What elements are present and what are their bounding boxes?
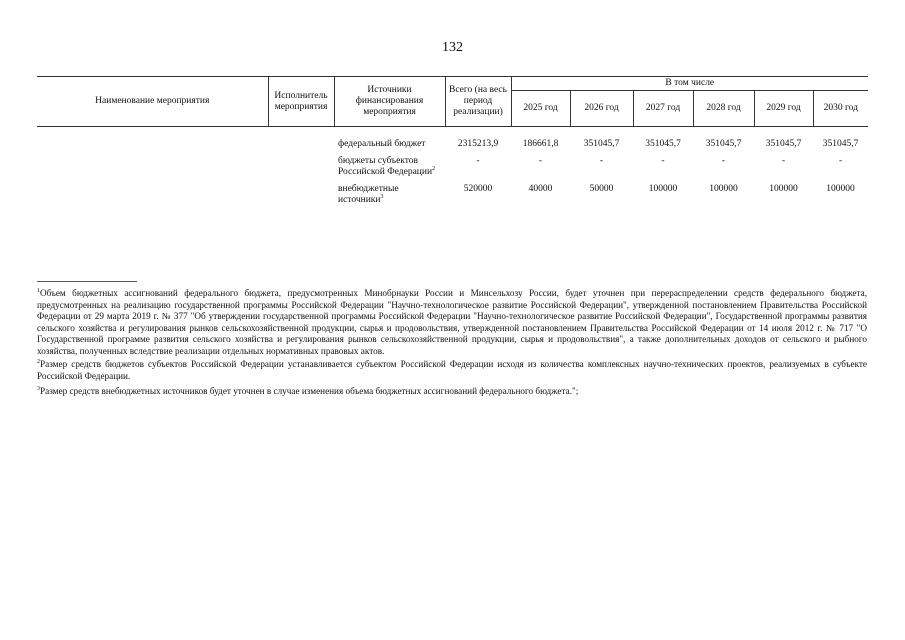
value-cell: 351045,7 xyxy=(822,139,859,149)
value-cell: 100000 xyxy=(648,184,678,194)
table-row xyxy=(37,127,868,154)
value-cell: 100000 xyxy=(709,184,738,194)
header-name: Наименование мероприятия xyxy=(37,77,268,127)
footnote-divider xyxy=(37,281,137,282)
header-including: В том числе xyxy=(511,77,868,91)
total-cell: 2315213,9 xyxy=(457,139,499,149)
footnotes xyxy=(37,288,867,400)
value-cell: 351045,7 xyxy=(583,139,620,149)
page-number: 132 xyxy=(442,40,463,55)
footnote-2: $^2$Размер средств бюджетов субъектов Российской Федерации устанавливается субъектом Российской Федерации исходя из количества комплексных научно-технических проектов, реализуемых в субъекте Российской Федерации. xyxy=(37,358,867,381)
value-cell: 351045,7 xyxy=(705,139,742,149)
header-year-2025: 2025 год xyxy=(511,91,570,127)
footnote-1: $^1$Объем бюджетных ассигнований федерального бюджета, предусмотренных Минобрнауки России и Минсельхозу России, будет уточнен при перераспределении средств федерального бюджета, предусмотренных на реализацию государственной программы Российской Федерации "Научно-технологическое развитие Российской Федерации", утвержденной постановлением Правительства Российской Федерации от 29 марта 2019 г. № 377 "Об утверждении государственной программы Российской Федерации "Научно-технологическое развитие Российской Федерации", Государственной программы развития сельского хозяйства и регулирования рынков сельскохозяйственной продукции, сырья и продовольствия, утвержденной постановлением Правительства Российской Федерации от 14 июля 2012 г. № 717 "О Государственной программе развития сельского хозяйства и регулирования рынков сельскохозяйственной продукции, сырья и продовольствия", а также дополнительных доходов от сельского и рыбного хозяйства, полученных вследствие реализации отдельных нормативных правовых актов. xyxy=(37,287,867,356)
source-regional-budgets: бюджеты субъектов Российской Федерации$^2$ xyxy=(338,156,436,177)
footnote-3: $^3$Размер средств внебюджетных источников будет уточнен в случае изменения объема бюджетных ассигнований федерального бюджета."; xyxy=(37,385,579,396)
header-year-2029: 2029 год xyxy=(754,91,813,127)
header-year-2030: 2030 год xyxy=(813,91,868,127)
table-row xyxy=(37,153,868,181)
header-executor: Исполнитель мероприятия xyxy=(268,77,334,127)
value-cell: - xyxy=(661,156,665,166)
footnote-ref: 3 xyxy=(380,193,384,200)
value-cell: - xyxy=(781,156,786,166)
financing-table xyxy=(37,76,868,209)
value-cell: 351045,7 xyxy=(765,139,802,149)
value-cell: 40000 xyxy=(528,184,553,194)
value-cell: 351045,7 xyxy=(645,139,681,149)
source-federal-budget: федеральный бюджет xyxy=(338,139,426,149)
value-cell: 186661,8 xyxy=(522,139,559,149)
value-cell: 100000 xyxy=(769,184,798,194)
value-cell: 100000 xyxy=(826,184,855,194)
header-total: Всего (на весь период реализации) xyxy=(445,77,511,127)
source-extrabudgetary: внебюджетные источники$^3$ xyxy=(338,184,399,205)
header-sources: Источники финансирования мероприятия xyxy=(334,77,445,127)
value-cell: - xyxy=(721,156,726,166)
header-year-2028: 2028 год xyxy=(693,91,754,127)
value-cell: - xyxy=(838,156,843,166)
total-cell: 520000 xyxy=(463,184,493,194)
value-cell: - xyxy=(599,156,604,166)
value-cell: - xyxy=(538,156,543,166)
value-cell: 50000 xyxy=(589,184,614,194)
table-row xyxy=(37,181,868,209)
header-year-2027: 2027 год xyxy=(633,91,693,127)
total-cell: - xyxy=(476,156,480,166)
footnote-ref: 2 xyxy=(432,165,436,172)
header-year-2026: 2026 год xyxy=(570,91,633,127)
